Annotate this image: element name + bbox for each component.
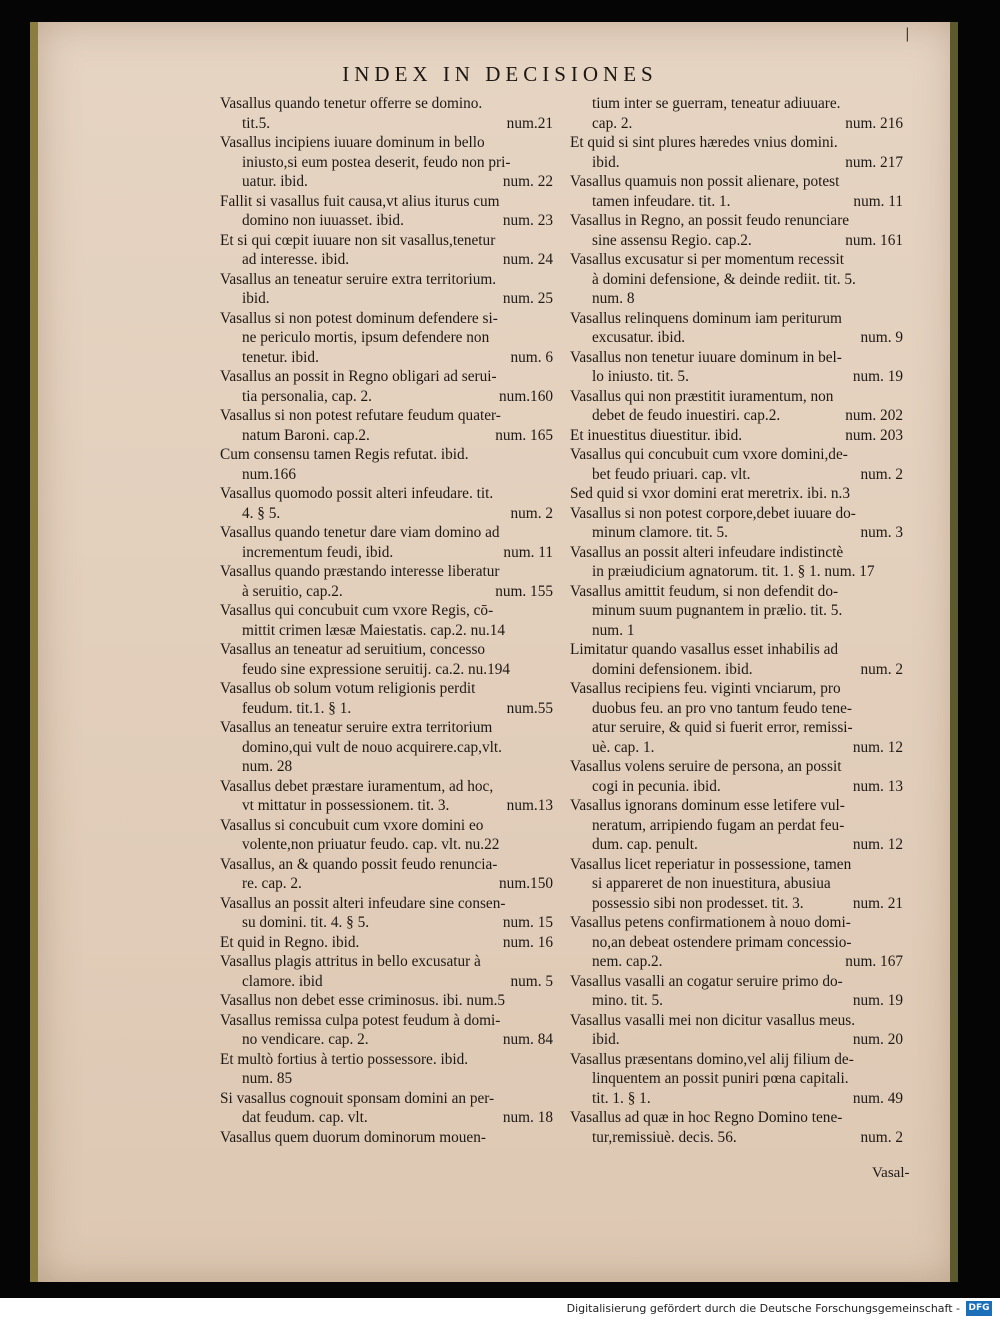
index-entry bbox=[570, 796, 903, 855]
index-entry bbox=[570, 211, 903, 250]
entry-line: neratum, arripiendo fugam an perdat feu- bbox=[592, 816, 845, 834]
entry-number bbox=[545, 1069, 553, 1089]
entry-line: Vasallus ignorans dominum esse letifere vul- bbox=[570, 797, 845, 814]
index-entry bbox=[570, 679, 903, 757]
entry-number: num. 13 bbox=[852, 777, 903, 795]
entry-reference-line bbox=[220, 504, 553, 524]
entry-line: volente,non priuatur feudo. cap. vlt. nu.22 bbox=[242, 836, 500, 853]
entry-number: num. 203 bbox=[845, 426, 903, 444]
entry-line: Vasallus vasalli an cogatur seruire primo do- bbox=[570, 972, 843, 990]
entry-number: num. 161 bbox=[845, 231, 903, 249]
entry-number: num. 155 bbox=[495, 582, 553, 600]
index-entry bbox=[220, 1050, 553, 1089]
entry-line: Vasallus recipiens feu. viginti vnciarum, pro bbox=[570, 680, 841, 697]
entry-number: num. 23 bbox=[502, 212, 553, 229]
index-entry bbox=[220, 933, 553, 953]
entry-number bbox=[895, 289, 903, 309]
index-entry bbox=[570, 484, 903, 504]
index-entry bbox=[220, 94, 553, 133]
page-mark: | bbox=[905, 26, 910, 42]
entry-number: num. 16 bbox=[502, 933, 553, 951]
entry-number bbox=[545, 465, 553, 485]
entry-line: Vasallus qui non præstitit iuramentum, non bbox=[570, 387, 834, 405]
entry-number: num. 20 bbox=[852, 1031, 903, 1048]
index-entry bbox=[220, 445, 553, 484]
index-entry bbox=[220, 192, 553, 231]
entry-reference-line bbox=[220, 757, 553, 777]
index-entry bbox=[220, 816, 553, 855]
entry-line: Vasallus volens seruire de persona, an possit bbox=[570, 758, 842, 775]
entry-reference-line bbox=[570, 777, 903, 797]
entry-line: Vasallus excusatur si per momentum recessit bbox=[570, 251, 844, 268]
entry-line: Vasallus quando tenetur offerre se domino. bbox=[220, 95, 483, 112]
index-entry bbox=[570, 757, 903, 796]
entry-number bbox=[895, 621, 903, 641]
entry-line: Et quid si sint plures hæredes vnius domini. bbox=[570, 134, 838, 151]
entry-reference-text: 4. § 5. bbox=[242, 504, 281, 522]
entry-reference-text: debet de feudo inuestiri. cap.2. bbox=[592, 407, 781, 424]
index-entry bbox=[220, 718, 553, 777]
entry-reference-line bbox=[220, 582, 553, 602]
entry-number: num.160 bbox=[499, 387, 553, 405]
entry-line: Vasallus vasalli mei non dicitur vasallus meus. bbox=[570, 1011, 856, 1029]
entry-line: tium inter se guerram, teneatur adiuuare. bbox=[592, 95, 841, 112]
catchword: Vasal- bbox=[872, 1165, 910, 1181]
entry-line: Vasallus in Regno, an possit feudo renunciare bbox=[570, 212, 850, 229]
entry-reference-text: domino non iuuasset. ibid. bbox=[242, 212, 404, 229]
entry-reference-line bbox=[220, 874, 553, 894]
entry-reference-text: bet feudo priuari. cap. vlt. bbox=[592, 465, 751, 483]
index-entry bbox=[220, 133, 553, 192]
index-entry bbox=[570, 250, 903, 309]
entry-reference-line bbox=[570, 835, 903, 855]
entry-line: Sed quid si vxor domini erat meretrix. ibi. n.3 bbox=[570, 485, 850, 502]
entry-number: num. 12 bbox=[852, 738, 903, 756]
index-entry bbox=[220, 1089, 553, 1128]
index-column-right bbox=[570, 94, 903, 1147]
entry-line: Vasallus qui concubuit cum vxore Regis, cō- bbox=[220, 602, 494, 619]
entry-number: num. 19 bbox=[852, 992, 903, 1009]
entry-reference-line bbox=[220, 387, 553, 407]
entry-line: Vasallus remissa culpa potest feudum à domi- bbox=[220, 1011, 501, 1029]
digitization-footer bbox=[0, 1298, 1000, 1321]
index-entry bbox=[570, 387, 903, 426]
entry-number: num. 216 bbox=[845, 114, 903, 132]
index-entry bbox=[220, 991, 553, 1011]
entry-line: mittit crimen læsæ Maiestatis. cap.2. nu.14 bbox=[242, 621, 505, 639]
entry-number: num.13 bbox=[506, 797, 553, 814]
entry-reference-line bbox=[220, 465, 553, 485]
entry-reference-text: cap. 2. bbox=[592, 114, 633, 132]
entry-number: num. 165 bbox=[495, 426, 553, 444]
entry-reference-line bbox=[220, 211, 553, 231]
entry-reference-text: nem. cap.2. bbox=[592, 953, 663, 970]
index-entry bbox=[570, 426, 903, 446]
entry-line: Vasallus si non potest corpore,debet iuuare do- bbox=[570, 504, 856, 522]
entry-reference-line bbox=[570, 1128, 903, 1148]
entry-line: no,an debeat ostendere primam concessio- bbox=[592, 933, 852, 951]
entry-reference-text: ad interesse. ibid. bbox=[242, 251, 350, 268]
entry-line: Vasallus an possit alteri infeudare indistinctè bbox=[570, 543, 844, 561]
entry-reference-line bbox=[570, 328, 903, 348]
entry-reference-line bbox=[220, 250, 553, 270]
entry-number: num. 19 bbox=[852, 368, 903, 385]
entry-reference-text: Et inuestitus diuestitur. ibid. bbox=[570, 426, 743, 444]
entry-reference-text: dat feudum. cap. vlt. bbox=[242, 1109, 368, 1126]
entry-line: Vasallus plagis attritus in bello excusatur à bbox=[220, 953, 481, 970]
entry-number: num.55 bbox=[506, 699, 553, 717]
entry-number: num. 24 bbox=[502, 251, 553, 268]
entry-reference-text: tit.5. bbox=[242, 114, 271, 132]
entry-reference-line bbox=[570, 289, 903, 309]
index-entry bbox=[220, 894, 553, 933]
entry-line: Vasallus qui concubuit cum vxore domini,de- bbox=[570, 446, 848, 463]
index-entry bbox=[570, 1050, 903, 1109]
entry-reference-line bbox=[220, 699, 553, 719]
entry-reference-line bbox=[570, 991, 903, 1011]
index-entry bbox=[220, 679, 553, 718]
entry-reference-text: num. 28 bbox=[242, 758, 293, 775]
entry-reference-line bbox=[570, 367, 903, 387]
entry-reference-line bbox=[220, 543, 553, 563]
index-entry bbox=[220, 640, 553, 679]
entry-number: num. 167 bbox=[845, 953, 903, 970]
entry-reference-line bbox=[570, 894, 903, 914]
entry-reference-text: mino. tit. 5. bbox=[592, 992, 663, 1009]
entry-reference-line bbox=[220, 796, 553, 816]
entry-number: num. 22 bbox=[502, 173, 553, 190]
entry-reference-line bbox=[570, 952, 903, 972]
entry-line: domino,qui vult de nouo acquirere.cap,vlt. bbox=[242, 738, 502, 756]
index-entry bbox=[570, 348, 903, 387]
entry-reference-text: num.166 bbox=[242, 465, 296, 483]
index-entry bbox=[570, 640, 903, 679]
index-entry bbox=[570, 543, 903, 582]
entry-reference-text: ibid. bbox=[242, 290, 270, 307]
entry-reference-text: lo iniusto. tit. 5. bbox=[592, 368, 689, 385]
entry-reference-line bbox=[220, 114, 553, 134]
entry-line: duobus feu. an pro vno tantum feudo tene- bbox=[592, 699, 852, 717]
entry-reference-line bbox=[220, 289, 553, 309]
entry-line: Vasallus si non potest dominum defendere si- bbox=[220, 309, 498, 327]
entry-reference-text: su domini. tit. 4. § 5. bbox=[242, 914, 370, 931]
entry-reference-line bbox=[570, 406, 903, 426]
entry-number: num. 18 bbox=[502, 1109, 553, 1126]
index-entry bbox=[570, 855, 903, 914]
entry-number: num. 25 bbox=[502, 290, 553, 307]
entry-line: linquentem an possit puniri pœna capitali. bbox=[592, 1070, 849, 1087]
entry-reference-text: ibid. bbox=[592, 1031, 620, 1048]
entry-reference-text: tur,remissiuè. decis. 56. bbox=[592, 1128, 737, 1146]
entry-reference-line bbox=[570, 523, 903, 543]
entry-line: ne periculo mortis, ipsum defendere non bbox=[242, 329, 490, 346]
entry-number: num. 2 bbox=[860, 660, 903, 678]
entry-number: num. 2 bbox=[860, 1128, 903, 1146]
dfg-logo: DFG bbox=[966, 1301, 992, 1316]
index-entry bbox=[220, 1011, 553, 1050]
entry-line: Vasallus an teneatur ad seruitium, concesso bbox=[220, 641, 486, 658]
entry-reference-text: domini defensionem. ibid. bbox=[592, 660, 753, 678]
entry-line: Et si qui cœpit iuuare non sit vasallus,tenetur bbox=[220, 231, 496, 249]
entry-line: Vasallus licet reperiatur in possessione, tamen bbox=[570, 855, 852, 873]
index-entry bbox=[570, 582, 903, 641]
entry-line: Vasallus, an & quando possit feudo renuncia- bbox=[220, 855, 498, 873]
index-entry bbox=[220, 855, 553, 894]
index-entry bbox=[220, 231, 553, 270]
index-entry bbox=[570, 972, 903, 1011]
entry-reference-line bbox=[570, 231, 903, 251]
entry-reference-text: feudum. tit.1. § 1. bbox=[242, 699, 352, 717]
entry-line: Vasallus debet præstare iuramentum, ad hoc, bbox=[220, 777, 494, 795]
entry-reference-line bbox=[220, 1108, 553, 1128]
index-entry bbox=[220, 523, 553, 562]
entry-reference-text: uè. cap. 1. bbox=[592, 738, 655, 756]
entry-line: Vasallus an teneatur seruire extra territorium. bbox=[220, 270, 497, 288]
entry-number: num. 84 bbox=[502, 1031, 553, 1048]
entry-reference-line bbox=[570, 621, 903, 641]
entry-reference-line bbox=[570, 153, 903, 173]
entry-line: Vasallus incipiens iuuare dominum in bello bbox=[220, 134, 485, 151]
index-entry bbox=[570, 913, 903, 972]
entry-reference-text: num. 1 bbox=[592, 621, 635, 639]
index-entry bbox=[220, 270, 553, 309]
entry-reference-text: clamore. ibid bbox=[242, 972, 323, 990]
index-entry bbox=[220, 367, 553, 406]
entry-line: feudo sine expressione seruitij. ca.2. nu.194 bbox=[242, 660, 511, 678]
index-entry bbox=[220, 484, 553, 523]
entry-reference-text: possessio sibi non prodesset. tit. 3. bbox=[592, 894, 804, 912]
index-entry bbox=[570, 504, 903, 543]
entry-number: num. 21 bbox=[852, 894, 903, 912]
entry-reference-text: tia personalia, cap. 2. bbox=[242, 387, 372, 405]
entry-reference-text: cogi in pecunia. ibid. bbox=[592, 777, 721, 795]
entry-line: si appareret de non inuestitura, abusiua bbox=[592, 875, 831, 892]
index-column-left bbox=[220, 94, 553, 1147]
entry-reference-text: incrementum feudi, ibid. bbox=[242, 543, 394, 561]
entry-reference-line bbox=[570, 660, 903, 680]
entry-line: Si vasallus cognouit sponsam domini an per- bbox=[220, 1089, 495, 1107]
entry-line: Vasallus an teneatur seruire extra territorium bbox=[220, 719, 493, 736]
index-entry bbox=[570, 133, 903, 172]
entry-number: num. 5 bbox=[510, 972, 553, 990]
entry-reference-line bbox=[220, 933, 553, 953]
entry-reference-line bbox=[220, 426, 553, 446]
index-entry bbox=[570, 1011, 903, 1050]
page-title: INDEX IN DECISIONES bbox=[342, 62, 658, 86]
entry-line: atur seruire, & quid si fuerit error, remissi- bbox=[592, 719, 853, 736]
page-edge-right bbox=[950, 22, 958, 1282]
entry-reference-text: dum. cap. penult. bbox=[592, 836, 698, 853]
index-entry bbox=[220, 952, 553, 991]
entry-line: Vasallus amittit feudum, si non defendit do- bbox=[570, 582, 839, 600]
entry-number: num. 2 bbox=[510, 504, 553, 522]
index-entry bbox=[220, 1128, 553, 1148]
entry-reference-text: minum clamore. tit. 5. bbox=[592, 524, 728, 541]
entry-number: num. 49 bbox=[852, 1089, 903, 1107]
entry-line: Vasallus non debet esse criminosus. ibi. num.5 bbox=[220, 992, 506, 1009]
entry-line: Vasallus an possit alteri infeudare sine consen- bbox=[220, 894, 506, 912]
entry-reference-line bbox=[220, 972, 553, 992]
entry-number: num. 15 bbox=[502, 914, 553, 931]
entry-reference-text: re. cap. 2. bbox=[242, 875, 302, 892]
entry-line: Vasallus quem duorum dominorum mouen- bbox=[220, 1128, 486, 1146]
entry-line: Vasallus si concubuit cum vxore domini eo bbox=[220, 816, 484, 834]
entry-line: Vasallus quando præstando interesse liberatur bbox=[220, 563, 500, 580]
entry-number: num. 3 bbox=[860, 524, 903, 541]
entry-reference-line bbox=[570, 465, 903, 485]
entry-line: Vasallus quando tenetur dare viam domino ad bbox=[220, 524, 500, 541]
entry-line: à domini defensione, & deinde rediit. tit. 5. bbox=[592, 270, 856, 288]
entry-reference-text: natum Baroni. cap.2. bbox=[242, 426, 370, 444]
entry-number bbox=[545, 757, 553, 777]
entry-number: num.21 bbox=[506, 114, 553, 132]
entry-number: num. 12 bbox=[852, 836, 903, 853]
entry-reference-text: num. 8 bbox=[592, 290, 635, 307]
index-entry bbox=[220, 562, 553, 601]
entry-number: num. 11 bbox=[503, 543, 553, 561]
entry-number: num. 2 bbox=[860, 465, 903, 483]
entry-line: Vasallus quamuis non possit alienare, potest bbox=[570, 173, 840, 190]
entry-line: Fallit si vasallus fuit causa,vt alius iturus cum bbox=[220, 192, 500, 210]
entry-number: num.150 bbox=[499, 875, 553, 892]
entry-line: Vasallus si non potest refutare feudum quater- bbox=[220, 407, 501, 424]
entry-reference-text: ibid. bbox=[592, 153, 620, 171]
index-entry bbox=[570, 1108, 903, 1147]
entry-reference-text: sine assensu Regio. cap.2. bbox=[592, 231, 752, 249]
entry-line: Cum consensu tamen Regis refutat. ibid. bbox=[220, 446, 469, 463]
entry-number: num. 9 bbox=[860, 329, 903, 346]
index-entry bbox=[570, 94, 903, 133]
entry-reference-line bbox=[570, 192, 903, 212]
entry-line: Vasallus quomodo possit alteri infeudare. tit. bbox=[220, 485, 494, 502]
entry-reference-line bbox=[220, 913, 553, 933]
index-entry bbox=[570, 445, 903, 484]
entry-reference-line bbox=[570, 738, 903, 758]
entry-line: Vasallus relinquens dominum iam periturum bbox=[570, 309, 842, 327]
entry-number: num. 217 bbox=[845, 153, 903, 171]
index-entry bbox=[570, 172, 903, 211]
entry-line: in præiudicium agnatorum. tit. 1. § 1. num. 17 bbox=[592, 563, 875, 580]
entry-line: Limitatur quando vasallus esset inhabilis ad bbox=[570, 641, 839, 658]
entry-number: num. 202 bbox=[845, 407, 903, 424]
entry-reference-text: à seruitio, cap.2. bbox=[242, 582, 343, 600]
entry-reference-text: tenetur. ibid. bbox=[242, 348, 319, 366]
entry-line: Vasallus præsentans domino,vel alij filium de- bbox=[570, 1050, 854, 1068]
entry-reference-text: tamen infeudare. tit. 1. bbox=[592, 192, 731, 210]
entry-reference-text: vt mittatur in possessionem. tit. 3. bbox=[242, 797, 450, 814]
entry-reference-line bbox=[220, 1069, 553, 1089]
entry-line: Et multò fortius à tertio possessore. ibid. bbox=[220, 1050, 469, 1068]
entry-reference-line bbox=[570, 426, 903, 446]
index-entry bbox=[220, 601, 553, 640]
entry-reference-line bbox=[570, 1030, 903, 1050]
entry-line: iniusto,si eum postea deserit, feudo non pri- bbox=[242, 153, 511, 171]
entry-line: Vasallus non tenetur iuuare dominum in bel- bbox=[570, 348, 842, 366]
index-entry bbox=[570, 309, 903, 348]
entry-reference-text: num. 85 bbox=[242, 1070, 293, 1087]
index-entry bbox=[220, 777, 553, 816]
entry-reference-line bbox=[220, 348, 553, 368]
entry-reference-text: tit. 1. § 1. bbox=[592, 1089, 651, 1107]
entry-reference-line bbox=[570, 114, 903, 134]
entry-reference-line bbox=[220, 1030, 553, 1050]
entry-line: minum suum pugnantem in prælio. tit. 5. bbox=[592, 602, 843, 619]
entry-number: num. 11 bbox=[853, 192, 903, 210]
entry-number: num. 6 bbox=[510, 348, 553, 366]
entry-reference-text: Et quid in Regno. ibid. bbox=[220, 933, 360, 951]
entry-reference-text: uatur. ibid. bbox=[242, 173, 308, 190]
entry-reference-line bbox=[220, 172, 553, 192]
entry-reference-text: no vendicare. cap. 2. bbox=[242, 1031, 369, 1048]
entry-line: Vasallus petens confirmationem à nouo domi- bbox=[570, 914, 851, 931]
index-entry bbox=[220, 406, 553, 445]
entry-reference-line bbox=[570, 1089, 903, 1109]
index-entry bbox=[220, 309, 553, 368]
entry-line: Vasallus ob solum votum religionis perdit bbox=[220, 680, 476, 697]
entry-line: Vasallus an possit in Regno obligari ad serui- bbox=[220, 368, 497, 385]
entry-reference-text: excusatur. ibid. bbox=[592, 329, 686, 346]
entry-line: Vasallus ad quæ in hoc Regno Domino tene- bbox=[570, 1109, 843, 1126]
footer-credit-text: Digitalisierung gefördert durch die Deutsche Forschungsgemeinschaft - bbox=[566, 1302, 960, 1315]
